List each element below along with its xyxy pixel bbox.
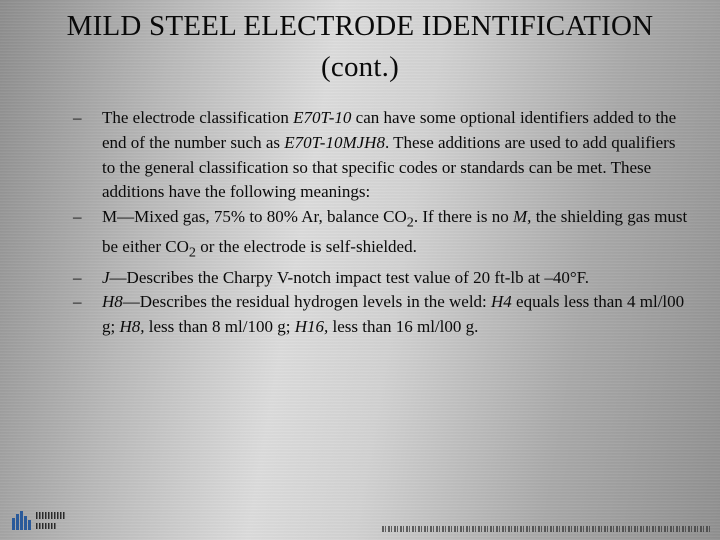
bullet-item-classification [68,106,688,205]
subscript: 2 [406,214,414,231]
bullet-dash: – [73,108,82,127]
bullet-text: —Describes the Charpy V-notch impact test value of 20 ft-lb at –40°F. [109,267,589,287]
bullet-dash: – [73,267,82,287]
bullet-dash: – [73,207,82,227]
bullet-item-hydrogen [68,290,688,340]
bullet-text: or the electrode is self-shielded. [195,237,417,257]
publisher-logo-icon [10,508,88,534]
bullet-text: less than 8 ml/100 g; [144,317,295,337]
italic-code: H4 [491,292,512,312]
italic-code: H8, [119,317,145,337]
footer-decorative-strip [382,526,712,532]
bullet-dash: – [73,292,82,312]
bullet-text: less than 16 ml/l00 g. [328,317,479,337]
bullet-text: . If there is no [413,207,514,227]
bullet-text: can have some optional identifiers added to the end of the number such as [102,108,677,152]
bullet-text: . These additions are used to add qualifiers to the general classification so that specific codes or standards can be met. These additions have the following meanings: [102,132,676,202]
bullet-item-charpy [68,266,688,291]
slide-title [0,6,720,88]
italic-code: J [102,267,110,287]
classification-example-extended: E70T-10MJH8 [284,132,385,152]
slide-title-line-2: (cont.) [321,51,399,83]
classification-example: E70T-10 [293,108,352,127]
bullet-text: —Describes the residual hydrogen levels in the weld: [122,292,492,312]
bullet-text: The electrode classification [102,108,294,127]
italic-code: H16, [294,317,329,337]
bullet-list [68,106,688,340]
bullet-text: equals less than 4 ml/l00 g; [102,292,685,337]
bullet-text: M—Mixed gas, 75% to 80% Ar, balance CO [102,207,407,227]
bullet-item-mixed-gas [68,205,688,265]
subscript: 2 [188,244,196,261]
italic-code: H8 [102,292,123,312]
slide-title-line-1: MILD STEEL ELECTRODE IDENTIFICATION [66,10,654,42]
bullet-text: the shielding gas must be either CO [102,207,688,257]
italic-code: M, [513,207,532,227]
